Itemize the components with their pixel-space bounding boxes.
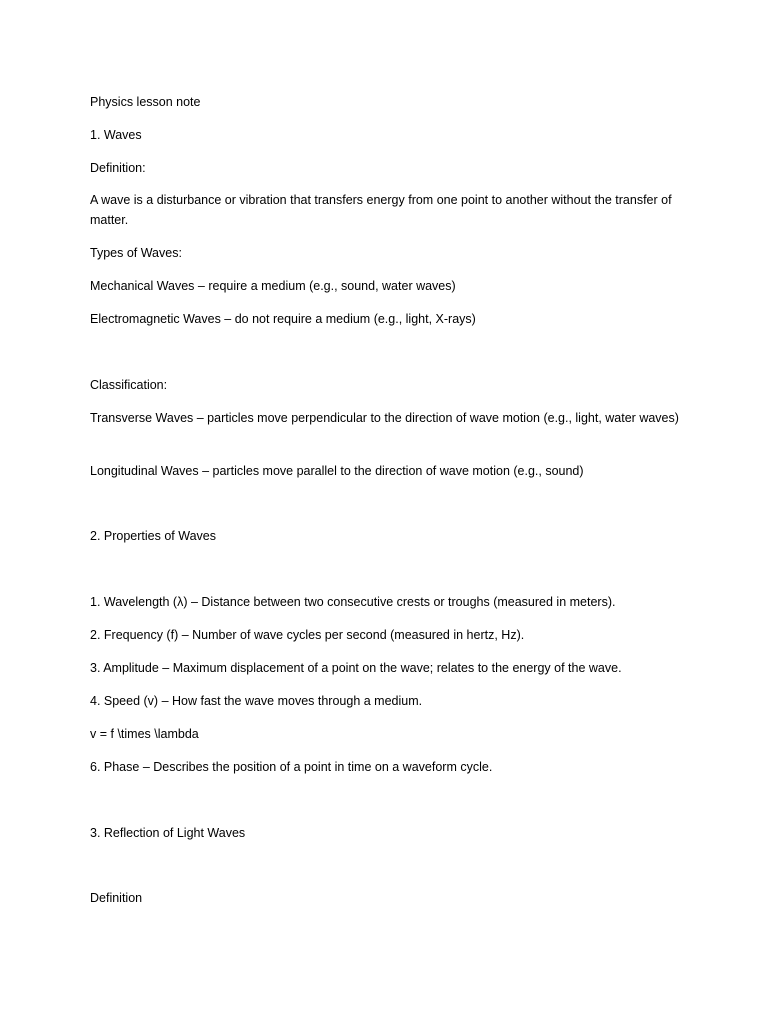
section-heading-reflection: 3. Reflection of Light Waves [90,826,246,840]
classification-label: Classification: [90,378,168,392]
property-item-amplitude: 3. Amplitude – Maximum displacement of a point on the wave; relates to the energy of the wave. [90,661,622,675]
property-item-frequency: 2. Frequency (f) – Number of wave cycles per second (measured in hertz, Hz). [90,628,525,642]
definition-label: Definition: [90,161,146,175]
property-item-phase: 6. Phase – Describes the position of a point in time on a waveform cycle. [90,760,493,774]
classification-item-longitudinal: Longitudinal Waves – particles move parallel to the direction of wave motion (e.g., sound) [90,464,584,478]
classification-item-transverse: Transverse Waves – particles move perpendicular to the direction of wave motion (e.g., light, water waves) [90,411,679,425]
types-label: Types of Waves: [90,246,182,260]
reflection-definition-label: Definition [90,891,143,905]
section-heading-waves: 1. Waves [90,128,142,142]
section-heading-properties: 2. Properties of Waves [90,529,216,543]
property-item-speed: 4. Speed (v) – How fast the wave moves through a medium. [90,694,423,708]
type-item-electromagnetic: Electromagnetic Waves – do not require a medium (e.g., light, X-rays) [90,312,476,326]
document-title: Physics lesson note [90,95,201,109]
definition-text: A wave is a disturbance or vibration that transfers energy from one point to another without the transfer of matter. [90,193,672,227]
property-item-wavelength: 1. Wavelength (λ) – Distance between two consecutive crests or troughs (measured in meters). [90,595,616,609]
type-item-mechanical: Mechanical Waves – require a medium (e.g., sound, water waves) [90,279,456,293]
formula-line: v = f \times \lambda [90,727,199,741]
